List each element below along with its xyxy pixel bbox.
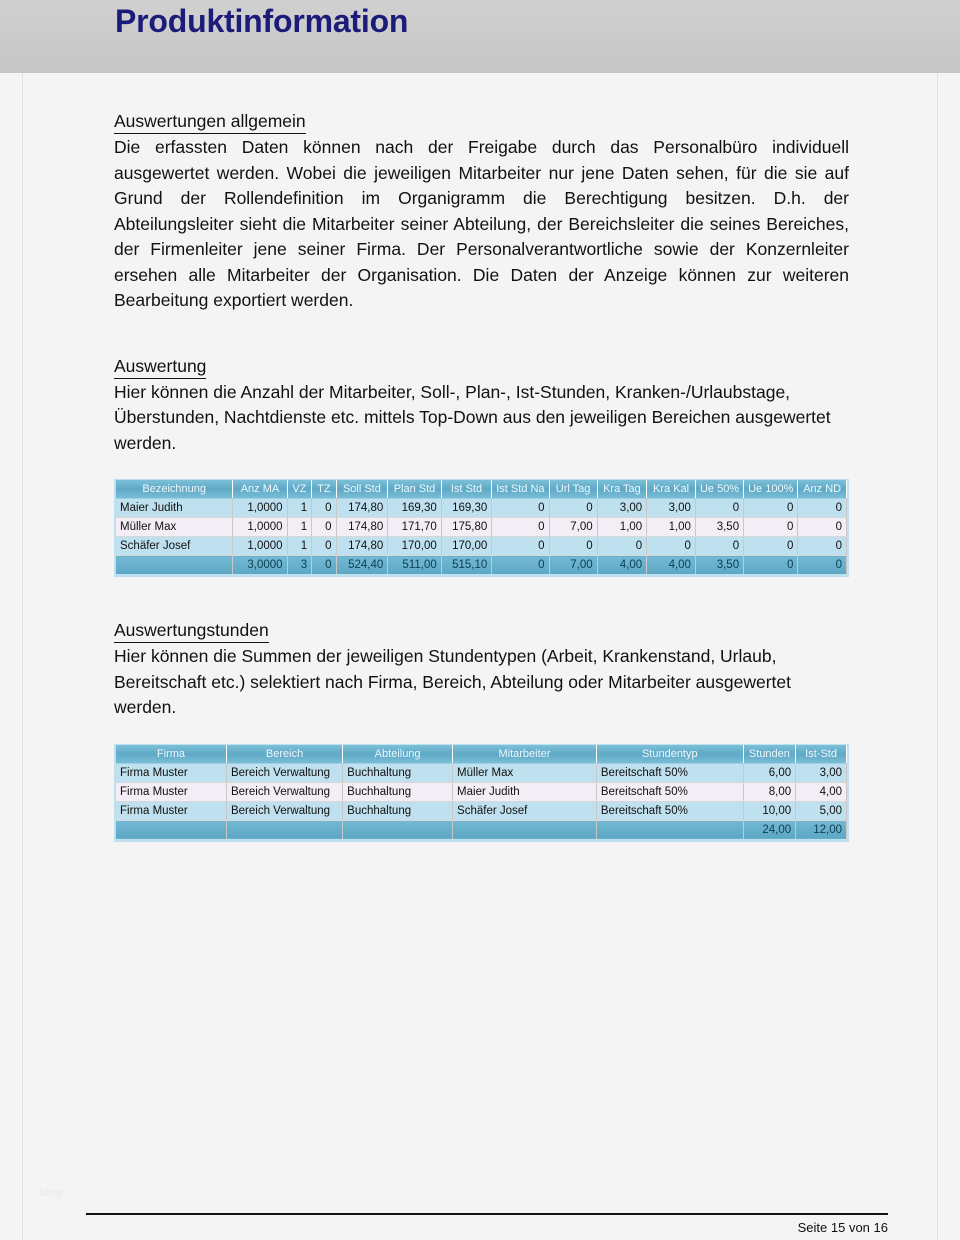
section-text-auswertung: Hier können die Anzahl der Mitarbeiter, Soll-, Plan-, Ist-Stunden, Kranken-/Urlaubstage, Überstunden, Nachtdienste etc. mittels Top-Down aus den jeweiligen Bereichen ausgewertet werden. (114, 381, 831, 453)
table-cell: 3,00 (796, 763, 847, 782)
table-cell: 169,30 (388, 499, 441, 518)
table-cell: 3,50 (695, 518, 743, 537)
table-cell: 0 (647, 537, 696, 556)
table-cell: 171,70 (388, 518, 441, 537)
footer-page-number: Seite 15 von 16 (797, 1220, 888, 1235)
table-total-cell: 4,00 (647, 556, 696, 575)
table-cell: 174,80 (336, 537, 388, 556)
section-auswertungstunden (114, 619, 849, 721)
table-cell: 1,0000 (233, 537, 287, 556)
section-heading-auswertung: Auswertung (114, 355, 206, 379)
section-auswertung (114, 355, 849, 457)
table-cell: 7,00 (549, 518, 597, 537)
table-cell: 0 (695, 499, 743, 518)
table-cell: Firma Muster (116, 763, 226, 782)
table-row[interactable] (116, 537, 847, 556)
table-cell: Schäfer Josef (116, 537, 233, 556)
auswertungstunden-table-head (116, 745, 847, 764)
table-cell: 0 (744, 499, 798, 518)
table-total-cell: 515,10 (441, 556, 492, 575)
table-total-cell: 3,50 (695, 556, 743, 575)
table-total-cell: 0 (312, 556, 336, 575)
column-header: Ist Std (441, 480, 492, 499)
table-cell: 1,00 (647, 518, 696, 537)
table-cell: 6,00 (743, 763, 795, 782)
table-cell: Müller Max (116, 518, 233, 537)
table-cell: Bereitschaft 50% (596, 801, 743, 820)
table-cell: 3,00 (647, 499, 696, 518)
table-total-row (116, 820, 847, 839)
table-total-cell: 24,00 (743, 820, 795, 839)
column-header: Anz MA (233, 480, 287, 499)
table-total-cell: 0 (798, 556, 847, 575)
column-header: VZ (287, 480, 312, 499)
table-cell: 0 (798, 537, 847, 556)
page-right-border (937, 73, 938, 1240)
table-cell: 1 (287, 499, 312, 518)
table-row[interactable] (116, 518, 847, 537)
auswertungstunden-table (116, 745, 847, 839)
table-cell: 169,30 (441, 499, 492, 518)
table-row[interactable] (116, 801, 847, 820)
table-row[interactable] (116, 782, 847, 801)
column-header: Mitarbeiter (453, 745, 597, 764)
table-cell: Maier Judith (453, 782, 597, 801)
column-header: Abteilung (343, 745, 453, 764)
table-cell: Buchhaltung (343, 801, 453, 820)
table-cell: 175,80 (441, 518, 492, 537)
table-cell: Bereich Verwaltung (226, 782, 342, 801)
table-cell: 0 (492, 499, 549, 518)
table-cell: 0 (798, 499, 847, 518)
table-cell: 0 (492, 518, 549, 537)
table-total-cell: 511,00 (388, 556, 441, 575)
column-header: Stunden (743, 745, 795, 764)
table-cell: 3,00 (597, 499, 647, 518)
auswertung-table-container (114, 479, 849, 577)
table-cell: 0 (492, 537, 549, 556)
table-cell: 0 (312, 518, 336, 537)
column-header: Stundentyp (596, 745, 743, 764)
table-cell: Buchhaltung (343, 763, 453, 782)
table-cell: Firma Muster (116, 782, 226, 801)
table-cell: 170,00 (441, 537, 492, 556)
table-total-cell: 3,0000 (233, 556, 287, 575)
page-title: Produktinformation (115, 3, 409, 39)
table-cell: 5,00 (796, 801, 847, 820)
table-cell: 1 (287, 537, 312, 556)
table-total-cell: 3 (287, 556, 312, 575)
table-cell: Müller Max (453, 763, 597, 782)
table-total-cell: 4,00 (597, 556, 647, 575)
column-header: Bereich (226, 745, 342, 764)
auswertung-table (116, 480, 847, 574)
table-total-cell (116, 820, 226, 839)
spacer-after-table-1 (114, 582, 849, 619)
table-total-cell: 524,40 (336, 556, 388, 575)
table-row[interactable] (116, 763, 847, 782)
table-cell: Bereitschaft 50% (596, 763, 743, 782)
table-cell: 170,00 (388, 537, 441, 556)
table-cell: 0 (312, 499, 336, 518)
footer-divider (86, 1213, 888, 1215)
spacer-after-section-1 (114, 314, 849, 355)
table-cell: 1,00 (597, 518, 647, 537)
table-total-cell: 0 (492, 556, 549, 575)
table-cell: 0 (798, 518, 847, 537)
auswertungstunden-table-container (114, 744, 849, 842)
section-text-auswertungen-allgemein: Die erfassten Daten können nach der Freigabe durch das Personalbüro individuell ausgewertet werden. Wobei die jeweiligen Mitarbeiter nur jene Daten sehen, für die sie auf Grund der Rollendefinition im Organigramm die Berechtigung besitzen. D.h. der Abteilungsleiter sieht die Mitarbeiter seiner Abteilung, der Bereichsleiter die seines Bereiches, der Firmenleiter jene seiner Firma. Der Personalverantwortliche sowie der Konzernleiter ersehen alle Mitarbeiter der Organisation. Die Daten der Anzeige können zur weiteren Bearbeitung exportiert werden. (114, 137, 849, 310)
section-heading-auswertungen-allgemein: Auswertungen allgemein (114, 110, 306, 134)
table-cell: Buchhaltung (343, 782, 453, 801)
page-header-band (0, 0, 960, 73)
section-text-auswertungstunden: Hier können die Summen der jeweiligen Stundentypen (Arbeit, Krankenstand, Urlaub, Bereitschaft etc.) selektiert nach Firma, Bereich, Abteilung oder Mitarbeiter ausgewertet werden. (114, 646, 791, 717)
table-total-cell: 7,00 (549, 556, 597, 575)
column-header: Ue 50% (695, 480, 743, 499)
table-cell: 1 (287, 518, 312, 537)
table-cell: 8,00 (743, 782, 795, 801)
spacer-before-table-2 (114, 721, 849, 744)
table-total-cell (453, 820, 597, 839)
table-cell: Schäfer Josef (453, 801, 597, 820)
spacer-before-table-1 (114, 456, 849, 479)
column-header: Ist-Std (796, 745, 847, 764)
table-cell: Maier Judith (116, 499, 233, 518)
auswertung-table-body (116, 499, 847, 575)
table-cell: 0 (312, 537, 336, 556)
column-header: Url Tag (549, 480, 597, 499)
column-header: Ist Std Na (492, 480, 549, 499)
table-total-cell (116, 556, 233, 575)
table-cell: 1,0000 (233, 499, 287, 518)
table-cell: 0 (549, 537, 597, 556)
table-total-cell (343, 820, 453, 839)
table-cell: 10,00 (743, 801, 795, 820)
table-cell: 174,80 (336, 518, 388, 537)
section-heading-auswertungstunden: Auswertungstunden (114, 619, 269, 643)
auswertung-header-row (116, 480, 847, 499)
table-cell: 0 (549, 499, 597, 518)
column-header: Plan Std (388, 480, 441, 499)
table-cell: 0 (744, 518, 798, 537)
table-cell: 0 (597, 537, 647, 556)
column-header: Bezeichnung (116, 480, 233, 499)
section-auswertungen-allgemein (114, 110, 849, 314)
table-cell: 174,80 (336, 499, 388, 518)
table-total-cell (596, 820, 743, 839)
column-header: Kra Kal (647, 480, 696, 499)
table-cell: Firma Muster (116, 801, 226, 820)
page-watermark: blog (40, 1187, 63, 1199)
table-total-cell (226, 820, 342, 839)
table-cell: 0 (744, 537, 798, 556)
auswertungstunden-table-body (116, 763, 847, 839)
column-header: Firma (116, 745, 226, 764)
table-cell: 0 (695, 537, 743, 556)
table-cell: Bereich Verwaltung (226, 763, 342, 782)
auswertungstunden-header-row (116, 745, 847, 764)
column-header: Kra Tag (597, 480, 647, 499)
document-body (114, 110, 849, 847)
column-header: Anz ND (798, 480, 847, 499)
table-cell: Bereich Verwaltung (226, 801, 342, 820)
auswertung-table-head (116, 480, 847, 499)
table-cell: Bereitschaft 50% (596, 782, 743, 801)
table-total-row (116, 556, 847, 575)
column-header: Ue 100% (744, 480, 798, 499)
table-total-cell: 0 (744, 556, 798, 575)
table-cell: 4,00 (796, 782, 847, 801)
page-left-border (22, 73, 23, 1240)
column-header: TZ (312, 480, 336, 499)
table-cell: 1,0000 (233, 518, 287, 537)
column-header: Soll Std (336, 480, 388, 499)
table-row[interactable] (116, 499, 847, 518)
table-total-cell: 12,00 (796, 820, 847, 839)
